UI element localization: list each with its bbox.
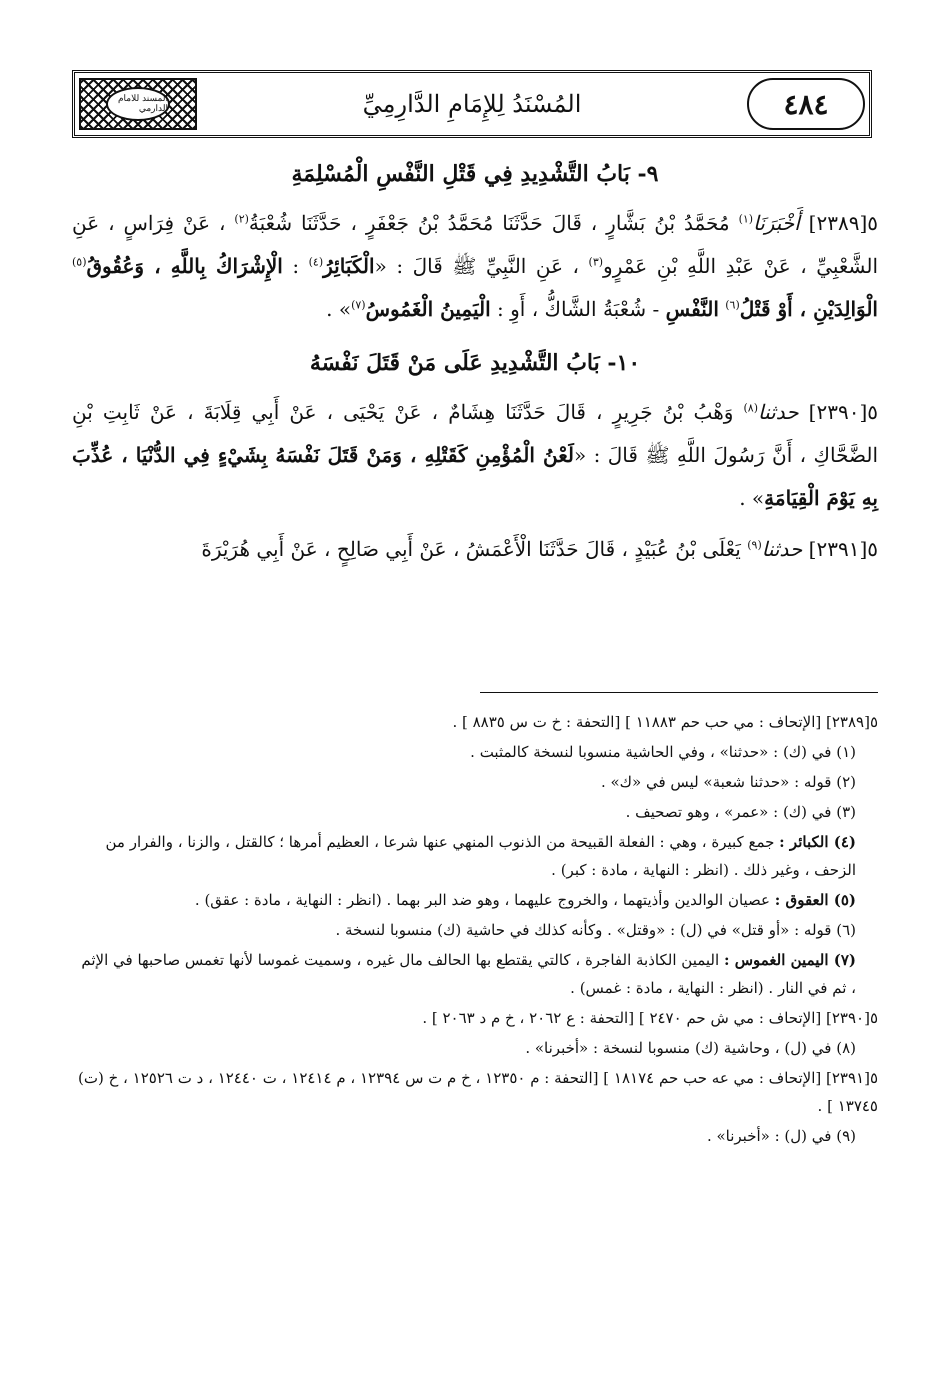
- footnote-text: جمع كبيرة ، وهي : الفعلة القبيحة من الذنوب المنهي عنها شرعا ، العظيم أمرها ؛ كالقتل ، والزنا ، والفرار من الزحف ، وغير ذلك . (انظر : النهاية ، مادة : كبر) .: [105, 833, 856, 879]
- matn: الْوَالِدَيْنِ ، أَوْ قَتْلُ: [739, 297, 878, 321]
- punct: » .: [326, 297, 352, 321]
- hadith-number: ٥[٢٣٩١]: [808, 537, 878, 561]
- hadith-number: ٥[٢٣٨٩]: [808, 211, 879, 235]
- book-title: المُسْنَدُ لِلإِمَامِ الدَّارِمِيِّ: [362, 90, 582, 118]
- footnote-ref: (٦): [725, 298, 740, 312]
- footnote-ref: (٢): [234, 212, 249, 226]
- hadith-2390: [72, 391, 878, 520]
- footnote-term: (٥) العقوق :: [774, 891, 856, 909]
- footnote-7: [72, 946, 878, 1002]
- ornament-right: [79, 78, 197, 130]
- footnote-term: (٤) الكبائر :: [779, 833, 856, 851]
- footnote-ref: (٧): [351, 298, 366, 312]
- isnad: وَهْبُ بْنُ جَرِيرٍ ، قَالَ حَدَّثَنَا هِشَامٌ ، عَنْ يَحْيَى ، عَنْ أَبِي قِلَابَةَ ، عَنْ ثَابِتِ بْنِ الضَّحَّاكِ ، أَنَّ رَسُولَ اللَّهِ ﷺ قَالَ : «: [72, 400, 879, 467]
- chapter-9-title: ٩- بَابُ التَّشْدِيدِ فِي قَتْلِ النَّفْسِ الْمُسْلِمَةِ: [291, 161, 659, 187]
- footnote-3: (٣) في (ك) : «عمر» ، وهو تصحيف .: [625, 803, 856, 821]
- punct: » .: [739, 486, 765, 510]
- isnad: ، عَنِ النَّبِيِّ ﷺ قَالَ : «: [374, 254, 579, 278]
- hadith-2389: [72, 202, 878, 331]
- isnad: يَعْلَى بْنُ عُبَيْدٍ ، قَالَ حَدَّثَنَا الْأَعْمَشُ ، عَنْ أَبِي صَالِحٍ ، عَنْ أَبِي هُرَيْرَةَ: [201, 537, 741, 561]
- matn: الْإِشْرَاكُ بِاللَّهِ ، وَعُقُوقُ: [86, 254, 283, 278]
- transmission-word: حدثنا: [761, 537, 803, 561]
- takhrij-2390: ٥[٢٣٩٠] [الإتحاف : مي ش حم ٢٤٧٠ ] [التحفة : ع ٢٠٦٢ ، خ م د ٢٠٦٣ ] .: [422, 1009, 878, 1027]
- ornament-right-text: المسند للامام الدارمي: [106, 87, 170, 121]
- footnote-6: (٦) قوله : «أو قتل» في (ل) : «وقتل» . وكأنه كذلك في حاشية (ك) منسوبا لنسخة .: [335, 921, 856, 939]
- isnad: مُحَمَّدُ بْنُ بَشَّارٍ ، قَالَ حَدَّثَنَا مُحَمَّدُ بْنُ جَعْفَرٍ ، حَدَّثَنَا شُعْبَةُ: [248, 211, 730, 235]
- footnote-ref: (٤): [308, 255, 324, 269]
- footnote-ref: (٣): [588, 255, 604, 269]
- footnotes: [72, 708, 878, 1152]
- footnote-5: [72, 886, 878, 914]
- footnote-2: (٢) قوله : «حدثنا شعبة» ليس في «ك» .: [600, 773, 856, 791]
- main-text: [72, 150, 878, 579]
- isnad: ، عَنْ فِرَاسٍ ، عَنِ الشَّعْبِيِّ ، عَنْ عَبْدِ اللَّهِ بْنِ عَمْرٍو: [72, 211, 879, 278]
- footnote-8: (٨) في (ل) ، وحاشية (ك) منسوبا لنسخة : «أخبرنا» .: [525, 1039, 856, 1057]
- footnote-text: عصيان الوالدين وأذيتهما ، والخروج عليهما ، وهو ضد البر بهما . (انظر : النهاية ، مادة : عقق) .: [194, 891, 771, 909]
- footnote-9: (٩) في (ل) : «أخبرنا» .: [706, 1127, 856, 1145]
- footnote-ref: (٨): [743, 401, 759, 415]
- hadith-2391: [72, 528, 878, 571]
- punct: :: [292, 254, 300, 278]
- chapter-10-title: ١٠- بَابُ التَّشْدِيدِ عَلَى مَنْ قَتَلَ نَفْسَهُ: [309, 350, 641, 376]
- transmission-word: حدثنا: [758, 400, 799, 424]
- footnote-separator: [480, 692, 878, 693]
- footnote-1: (١) في (ك) : «حدثنا» ، وفي الحاشية منسوبا لنسخة كالمثبت .: [470, 743, 856, 761]
- footnote-text: اليمين الكاذبة الفاجرة ، كالتي يقتطع بها الحالف مال غيره ، وسميت غموسا لأنها تغمس صاحبها في الإثم ، ثم في النار . (انظر : النهاية ، مادة : غمس) .: [81, 951, 856, 997]
- matn: لَعْنُ الْمُؤْمِنِ كَقَتْلِهِ ، وَمَنْ قَتَلَ نَفْسَهُ بِشَيْءٍ فِي الدُّنْيَا ، عُذِّبَ بِهِ يَوْمَ الْقِيَامَةِ: [72, 443, 878, 510]
- matn: الْكَبَائِرُ: [323, 254, 375, 278]
- footnote-ref: (١): [738, 212, 754, 226]
- hadith-number: ٥[٢٣٩٠]: [808, 400, 879, 424]
- takhrij-2391: ٥[٢٣٩١] [الإتحاف : مي عه حب حم ١٨١٧٤ ] [التحفة : م ١٢٣٥٠ ، خ م ت س ١٢٣٩٤ ، م ١٢٤١٤ ، ت ١٢٤٤٠ ، د ت ١٢٥٢٦ ، خ (ت) ١٣٧٤٥ ] .: [78, 1069, 878, 1115]
- page-number: ٤٨٤: [747, 78, 865, 130]
- running-head: [72, 70, 872, 138]
- takhrij-2389: ٥[٢٣٨٩] [الإتحاف : مي حب حم ١١٨٨٣ ] [التحفة : خ ت س ٨٨٣٥ ] .: [452, 713, 878, 731]
- footnote-term: (٧) اليمين الغموس :: [723, 951, 856, 969]
- footnote-4: [72, 828, 878, 884]
- narrator-note: - شُعْبَةُ الشَّاكُّ ، أَوِ :: [497, 297, 660, 321]
- footnote-ref: (٩): [747, 538, 762, 552]
- footnote-ref: (٥): [72, 255, 87, 269]
- transmission-word: أَخْبَرَنَا: [753, 211, 800, 235]
- matn: الْيَمِينُ الْغَمُوسُ: [365, 297, 491, 321]
- matn: النَّفْسِ: [665, 297, 719, 321]
